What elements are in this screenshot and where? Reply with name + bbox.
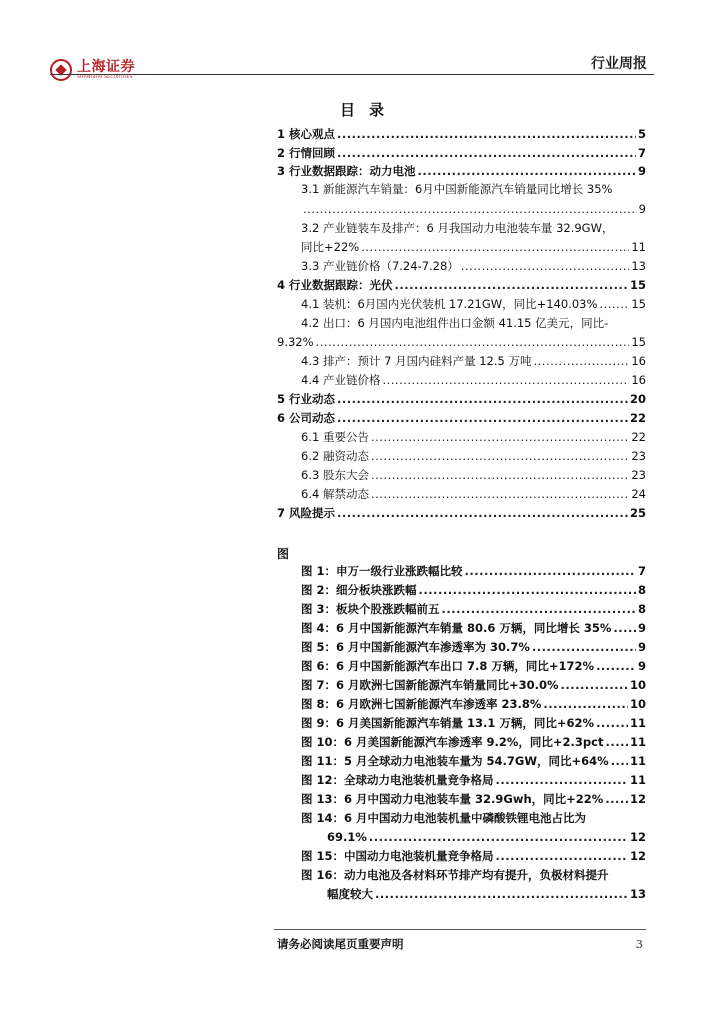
figure-entry[interactable]: 图 9：6 月美国新能源汽车销量 13.1 万辆，同比+62% ..... 11: [301, 716, 646, 731]
figure-entry[interactable]: 图 11：5 月全球动力电池装车量为 54.7GW，同比+64% ..... 11: [301, 754, 646, 769]
toc-entry[interactable]: 4 行业数据跟踪：光伏 ..... 15: [277, 278, 646, 293]
toc-entry[interactable]: 6.2 融资动态 ..... 23: [301, 449, 646, 464]
figures-heading: 图: [277, 547, 290, 561]
disclaimer-note: 请务必阅读尾页重要声明: [277, 937, 404, 951]
figure-entry[interactable]: 图 10：6 月美国新能源汽车渗透率 9.2%，同比+2.3pct ..... 11: [301, 735, 646, 750]
toc-entry[interactable]: 5 行业动态 ..... 20: [277, 392, 646, 407]
figure-entry[interactable]: 图 15：中国动力电池装机量竞争格局 ..... 12: [301, 849, 646, 864]
figure-entry[interactable]: 图 8：6 月欧洲七国新能源汽车渗透率 23.8% ..... 10: [301, 697, 646, 712]
company-logo: [50, 55, 135, 85]
logo-english-name: SHANGHAI SECURITIES: [77, 74, 133, 80]
figure-entry[interactable]: 图 1：申万一级行业涨跌幅比较 ..... 7: [301, 564, 646, 579]
footer-divider: [274, 929, 646, 930]
toc-entry-line1[interactable]: 3.1 新能源汽车销量：6月中国新能源汽车销量同比增长 35%: [301, 182, 613, 196]
toc-entry[interactable]: 同比+22% ..... 11: [301, 240, 646, 255]
toc-entry[interactable]: 4.4 产业链价格 ..... 16: [301, 373, 646, 388]
logo-mark-icon: [50, 59, 72, 81]
toc-entry[interactable]: 4.1 装机：6月国内光伏装机 17.21GW，同比+140.03% ..... 15: [301, 297, 646, 312]
toc-entry[interactable]: 1 核心观点 ..... 5: [277, 127, 646, 142]
logo-chinese-name: 上海证券: [77, 58, 135, 75]
figure-entry[interactable]: 图 3：板块个股涨跌幅前五 ..... 8: [301, 602, 646, 617]
figure-entry[interactable]: 图 2：细分板块涨跌幅 ..... 8: [301, 583, 646, 598]
toc-entry[interactable]: 6.3 股东大会 ..... 23: [301, 468, 646, 483]
toc-entry[interactable]: 3 行业数据跟踪：动力电池 ..... 9: [277, 164, 646, 179]
figure-entry[interactable]: 图 4：6 月中国新能源汽车销量 80.6 万辆，同比增长 35% ..... 9: [301, 621, 646, 636]
toc-entry[interactable]: 9.32% ..... 15: [277, 335, 646, 350]
page-title: 目录: [339, 101, 398, 119]
report-type: 行业周报: [591, 56, 647, 72]
figure-entry-line1[interactable]: 图 14：6 月中国动力电池装机量中磷酸铁锂电池占比为: [301, 811, 587, 825]
toc-entry-line1[interactable]: 3.2 产业链装车及排产：6 月我国动力电池装车量 32.9GW，: [301, 221, 614, 235]
figure-entry[interactable]: 幅度较大 ..... 13: [327, 887, 646, 902]
figure-entry[interactable]: 图 13：6 月中国动力电池装车量 32.9Gwh，同比+22% ..... 12: [301, 792, 646, 807]
figure-entry[interactable]: 图 5：6 月中国新能源汽车渗透率为 30.7% ..... 9: [301, 640, 646, 655]
header-divider: [50, 74, 654, 75]
toc-entry[interactable]: 7 风险提示 ..... 25: [277, 506, 646, 521]
figure-entry-line1[interactable]: 图 16：动力电池及各材料环节排产均有提升，负极材料提升: [301, 868, 609, 882]
figure-entry[interactable]: 69.1% ..... 12: [327, 830, 646, 845]
figure-entry[interactable]: 图 12：全球动力电池装机量竞争格局 ..... 11: [301, 773, 646, 788]
toc-entry[interactable]: ..... 9: [301, 202, 646, 217]
toc-entry[interactable]: 6 公司动态 ..... 22: [277, 411, 646, 426]
figure-entry[interactable]: 图 7：6 月欧洲七国新能源汽车销量同比+30.0% ..... 10: [301, 678, 646, 693]
toc-entry[interactable]: 6.4 解禁动态 ..... 24: [301, 487, 646, 502]
toc-entry[interactable]: 4.3 排产：预计 7 月国内硅料产量 12.5 万吨 ..... 16: [301, 354, 646, 369]
toc-entry-line1[interactable]: 4.2 出口：6 月国内电池组件出口金额 41.15 亿美元，同比-: [301, 316, 609, 330]
toc-entry[interactable]: 6.1 重要公告 ..... 22: [301, 430, 646, 445]
figure-entry[interactable]: 图 6：6 月中国新能源汽车出口 7.8 万辆，同比+172% ..... 9: [301, 659, 646, 674]
toc-entry[interactable]: 3.3 产业链价格（7.24-7.28） ..... 13: [301, 259, 646, 274]
toc-entry[interactable]: 2 行情回顾 ..... 7: [277, 146, 646, 161]
page-number: 3: [635, 937, 643, 951]
